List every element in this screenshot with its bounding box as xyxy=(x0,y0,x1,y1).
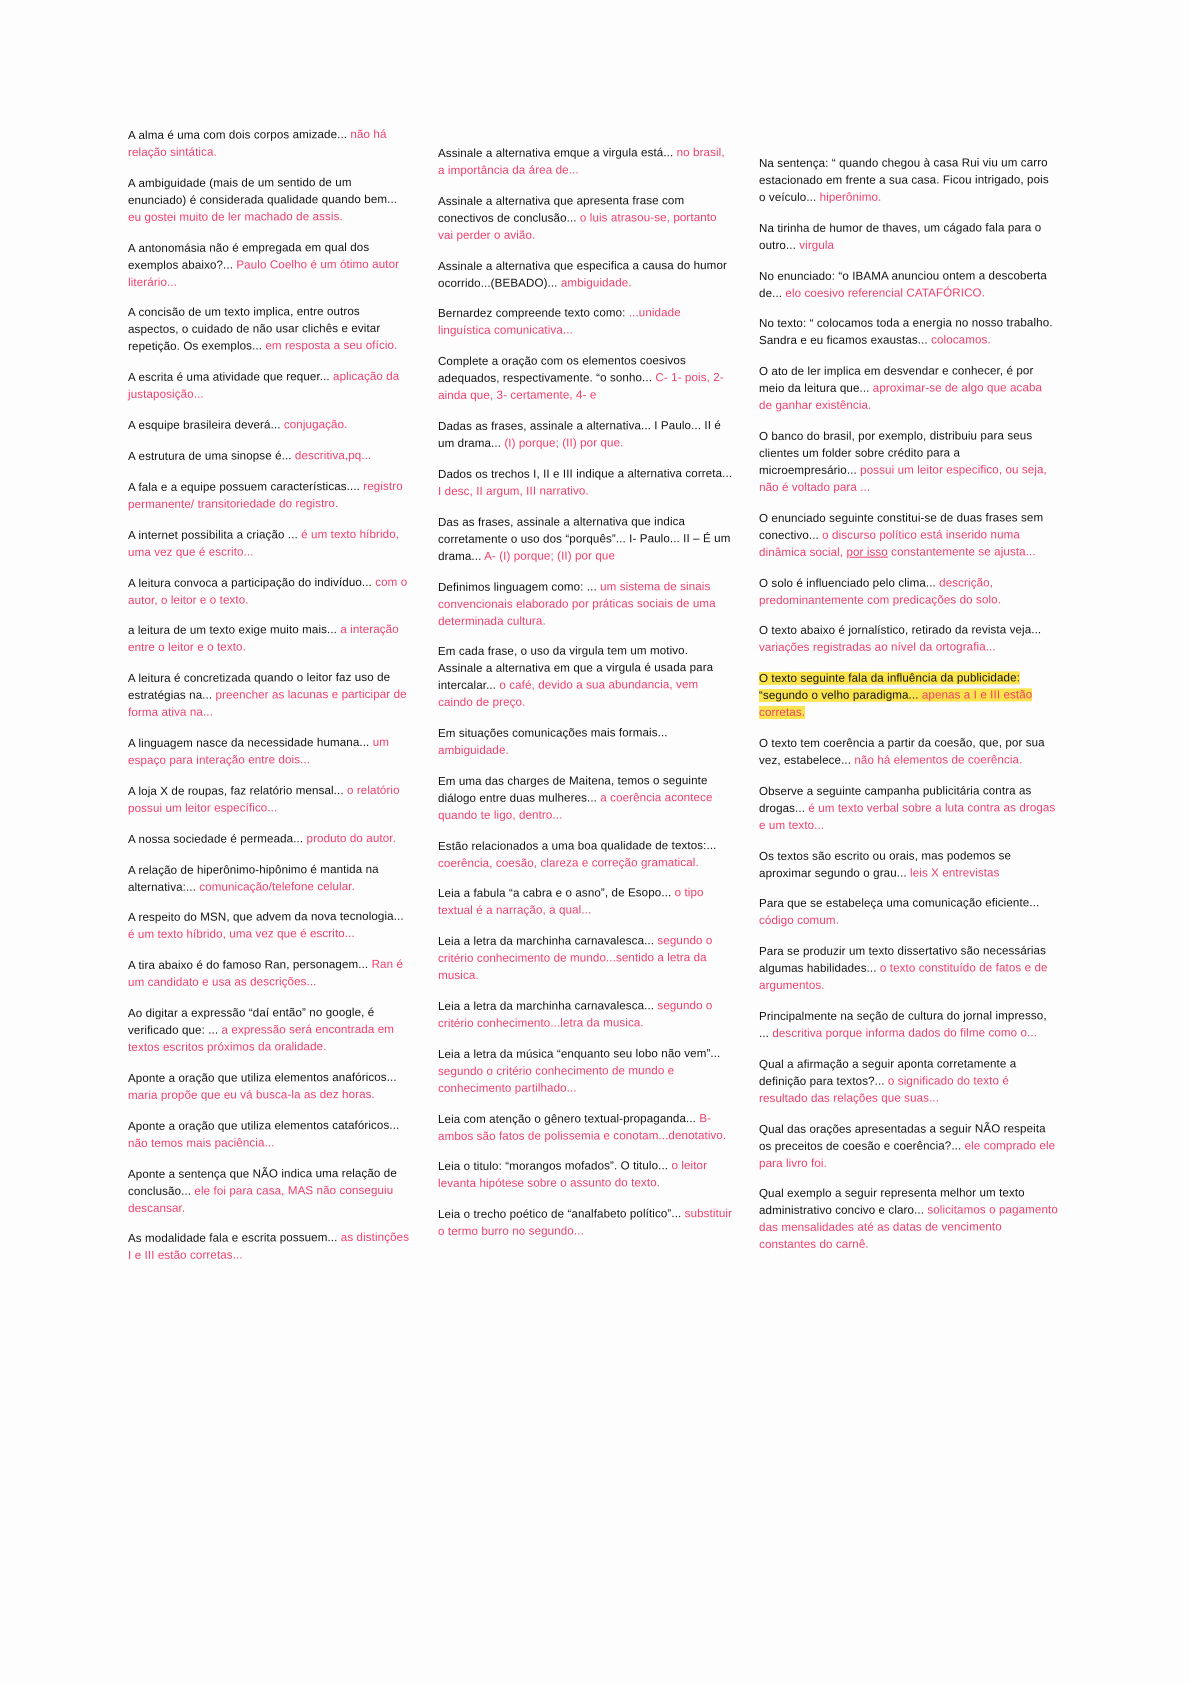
note-answer: solicitamos o pagamento das mensalidades até as datas de vencimento constantes do carnê. xyxy=(758,1203,1058,1252)
note-entry xyxy=(438,466,732,501)
note-entry xyxy=(438,145,732,180)
note-question: Ao digitar a expressão “daí então” no google, é verificado que: ... xyxy=(127,1006,375,1038)
note-entry xyxy=(438,193,732,245)
note-question: O solo é influenciado pelo clima... xyxy=(758,576,939,590)
note-answer: aplicação da justaposição... xyxy=(128,369,400,402)
note-answer: segundo o critério conhecimento de mundo e conhecimento partilhado... xyxy=(438,1063,675,1095)
note-answer: as distinções I e III estão corretas... xyxy=(128,1231,410,1263)
note-question: Os textos são escrito ou orais, mas podemos se aproximar segundo o grau... xyxy=(758,848,1011,880)
note-question: Leia com atenção o gênero textual-propaganda... xyxy=(438,1111,700,1126)
note-entry xyxy=(759,1056,1058,1108)
note-answer: colocamos. xyxy=(930,333,991,347)
note-answer: o significado do texto é resultado das relações que suas... xyxy=(758,1074,1009,1105)
note-question: Principalmente na seção de cultura do jornal impresso, ... xyxy=(758,1009,1047,1040)
note-question: Qual a afirmação a seguir aponta corretamente a definição para textos?... xyxy=(758,1057,1017,1088)
note-answer: ...unidade linguística comunicativa... xyxy=(438,306,682,338)
note-question: O texto abaixo é jornalístico, retirado da revista veja... xyxy=(758,623,1042,638)
note-question: A leitura convoca a participação do indivíduo... xyxy=(127,575,376,590)
note-question: A fala e a equipe possuem características.... xyxy=(127,479,364,494)
note-question: Dados os trechos I, II e III indique a alternativa correta... xyxy=(438,466,733,481)
note-entry xyxy=(759,848,1058,883)
note-question: Leia a fabula “a cabra e o asno”, de Esopo... xyxy=(438,886,676,901)
note-question: Na tirinha de humor de thaves, um cágado fala para o outro... xyxy=(758,221,1042,252)
note-answer: ambiguidade. xyxy=(561,275,633,290)
note-answer: em resposta a seu ofício. xyxy=(265,339,398,353)
note-answer: o relatório possui um leitor específico... xyxy=(128,783,400,815)
note-answer: comunicação/telefone celular. xyxy=(199,879,355,894)
note-entry xyxy=(438,1158,732,1193)
note-entry xyxy=(438,418,732,453)
note-answer: ele comprado ele para livro foi. xyxy=(758,1138,1055,1170)
note-answer: o tipo textual é a narração, a qual... xyxy=(438,886,705,918)
note-entry xyxy=(438,353,732,405)
note-answer: o texto constituído de fatos e de argumentos. xyxy=(758,961,1048,993)
note-answer: A- (I) porque; (II) por que xyxy=(484,548,616,563)
note-question: Assinale a alternativa que apresenta frase com conectivos de conclusão... xyxy=(438,193,685,225)
note-entry xyxy=(438,1111,732,1146)
note-question: Bernardez compreende texto como: xyxy=(438,306,630,321)
note-answer: elo coesivo referencial CATAFÓRICO. xyxy=(785,285,985,300)
note-entry xyxy=(438,305,732,340)
note-answer: o discurso político está inserido numa dinâmica social, por isso constantemente se ajusta... xyxy=(758,527,1036,559)
note-question: O texto seguinte fala da influência da publicidade: “segundo o velho paradigma... xyxy=(758,671,1020,703)
note-answer: (I) porque; (II) por que. xyxy=(504,436,624,450)
note-question: A loja X de roupas, faz relatório mensal... xyxy=(127,783,347,798)
note-entry xyxy=(128,1005,413,1057)
note-answer: coerência, coesão, clareza e correção gramatical. xyxy=(438,855,700,870)
note-entry xyxy=(128,369,413,404)
note-entry xyxy=(128,526,413,561)
note-entry xyxy=(759,220,1058,255)
note-entry xyxy=(438,514,732,566)
note-question: Estão relacionados a uma boa qualidade de textos:... xyxy=(438,838,717,853)
note-question: Assinale a alternativa que especifica a causa do humor ocorrido...(BEBADO)... xyxy=(438,258,728,290)
note-entry xyxy=(128,479,413,514)
note-entry xyxy=(128,127,413,162)
note-answer: Paulo Coelho é um ótimo autor literário... xyxy=(128,257,400,289)
note-answer: ele foi para casa, MAS não conseguiu descansar. xyxy=(128,1183,394,1215)
note-question: No enunciado: “o IBAMA anunciou ontem a descoberta de... xyxy=(758,268,1047,300)
note-entry xyxy=(128,304,413,356)
note-answer: com o autor, o leitor e o texto. xyxy=(128,575,408,607)
note-entry xyxy=(759,943,1058,995)
note-answer: produto do autor. xyxy=(306,831,396,845)
note-question: Para que se estabeleça uma comunicação eficiente... xyxy=(758,896,1040,911)
note-question: a leitura de um texto exige muito mais... xyxy=(127,623,341,638)
note-question: Complete a oração com os elementos coesivos adequados, respectivamente. “o sonho... xyxy=(438,354,687,386)
note-entry xyxy=(759,896,1058,931)
note-answer: código comum. xyxy=(758,914,839,928)
note-question: Observe a seguinte campanha publicitária contra as drogas... xyxy=(758,784,1032,815)
note-answer: C- 1- pois, 2- ainda que, 3- certamente, 4- e xyxy=(438,371,725,403)
note-answer: virgula xyxy=(799,238,834,252)
note-question: A leitura é concretizada quando o leitor faz uso de estratégias na... xyxy=(127,671,391,703)
note-question: As modalidade fala e escrita possuem... xyxy=(127,1231,341,1246)
note-answer: descrição, predominantemente com predicações do solo. xyxy=(758,575,1001,607)
note-entry xyxy=(438,258,732,293)
note-entry xyxy=(128,239,413,291)
note-answer: segundo o critério conhecimento...letra da musica. xyxy=(438,999,713,1030)
note-answer: não há relação sintática. xyxy=(128,127,387,159)
note-entry xyxy=(128,783,413,818)
note-question: Em uma das charges de Maitena, temos o seguinte diálogo entre duas mulheres... xyxy=(438,773,709,805)
note-entry xyxy=(128,1165,413,1217)
note-entry xyxy=(128,909,413,944)
note-question: A respeito do MSN, que advem da nova tecnologia... xyxy=(127,910,404,925)
note-question: Leia a letra da marchinha carnavalesca... xyxy=(438,934,658,949)
note-question: Leia o trecho poético de “analfabeto político”... xyxy=(438,1207,686,1222)
note-answer: a expressão será encontrada em textos escritos próximos da oralidade. xyxy=(128,1022,395,1054)
note-question: Leia a letra da marchinha carnavalesca... xyxy=(438,999,658,1014)
note-answer: eu gostei muito de ler machado de assis. xyxy=(128,209,343,224)
note-answer: o leitor levanta hipótese sobre o assunto do texto. xyxy=(438,1159,708,1191)
note-answer: o café, devido a sua abundancia, vem caindo de preço. xyxy=(438,678,699,710)
note-question: Para se produzir um texto dissertativo são necessárias algumas habilidades... xyxy=(758,944,1046,976)
note-answer: leis X entrevistas xyxy=(909,865,1000,880)
note-answer: é um texto verbal sobre a luta contra as drogas e um texto... xyxy=(758,800,1056,832)
note-answer: preencher as lacunas e participar de forma ativa na... xyxy=(128,687,407,720)
note-entry xyxy=(759,783,1058,835)
note-entry xyxy=(128,1070,413,1105)
note-question: A antonomásia não é empregada em qual dos exemplos abaixo?... xyxy=(127,240,370,272)
note-entry xyxy=(128,574,413,609)
notes-column-2 xyxy=(438,128,732,1255)
note-answer: o luis atrasou-se, portanto vai perder o avião. xyxy=(438,210,718,242)
note-entry xyxy=(759,428,1058,496)
note-entry xyxy=(759,510,1058,562)
note-answer: registro permanente/ transitoriedade do registro. xyxy=(128,479,403,511)
note-answer-underlined: por isso xyxy=(846,545,888,559)
note-entry xyxy=(128,735,413,770)
note-entry xyxy=(128,175,413,227)
note-entry xyxy=(438,643,733,712)
note-answer: Ran é um candidato e usa as descrições... xyxy=(128,958,404,990)
note-answer: I desc, II argum, III narrativo. xyxy=(438,484,590,498)
note-question: A escrita é uma atividade que requer... xyxy=(127,370,334,385)
note-question: No texto: “ colocamos toda a energia no nosso trabalho. Sandra e eu ficamos exaustas... xyxy=(758,316,1053,348)
note-entry xyxy=(759,623,1058,658)
note-entry xyxy=(438,885,732,920)
note-entry xyxy=(759,316,1058,351)
note-answer: não há elementos de coerência. xyxy=(854,753,1023,767)
note-question: A concisão de um texto implica, entre outros aspectos, o cuidado de não usar clichês e evitar repetição. Os exemplos... xyxy=(127,305,381,354)
note-question: Das as frases, assinale a alternativa que indica corretamente o uso dos “porquês”... I- Paulo... II – É um drama... xyxy=(438,514,731,563)
note-entry xyxy=(759,735,1058,770)
note-answer: substituir o termo burro no segundo... xyxy=(438,1207,733,1239)
note-entry xyxy=(438,998,732,1033)
note-entry xyxy=(128,670,413,722)
note-question: A alma é uma com dois corpos amizade... xyxy=(127,128,351,143)
note-question: Em situações comunicações mais formais... xyxy=(438,726,669,740)
note-question: O ato de ler implica em desvendar e conhecer, é por meio da leitura que... xyxy=(758,364,1034,396)
note-entry xyxy=(438,773,732,825)
note-question: Em cada frase, o uso da virgula tem um motivo. Assinale a alternativa em que a virgula é usada para intercalar... xyxy=(438,644,714,693)
note-entry xyxy=(759,670,1058,722)
note-answer: um sistema de sinais convencionais elaborado por práticas sociais de uma determinada cultura. xyxy=(438,579,717,628)
note-question: Aponte a sentença que NÃO indica uma relação de conclusão... xyxy=(127,1166,397,1198)
note-answer: variações registradas ao nível da ortografia... xyxy=(758,640,996,655)
note-question: A ambiguidade (mais de um sentido de um enunciado) é considerada qualidade quando bem... xyxy=(127,175,398,207)
note-question: Dadas as frases, assinale a alternativa... I Paulo... II é um drama... xyxy=(438,419,722,450)
note-answer: descritiva porque informa dados do filme como o... xyxy=(772,1026,1037,1040)
note-entry xyxy=(438,1206,732,1241)
note-entry xyxy=(128,417,413,435)
note-question: O texto tem coerência a partir da coesão, que, por sua vez, estabelece... xyxy=(758,736,1045,767)
note-question: Aponte a oração que utiliza elementos catafóricos... xyxy=(127,1118,400,1133)
note-question: Leia a letra da música “enquanto seu lobo não vem”... xyxy=(438,1046,721,1061)
note-answer: um espaço para interação entre dois... xyxy=(128,735,390,767)
note-entry xyxy=(438,578,732,630)
note-question: A relação de hiperônimo-hipônimo é mantida na alternativa:... xyxy=(127,862,379,894)
notes-column-1 xyxy=(128,128,412,1279)
note-entry xyxy=(438,933,732,985)
note-entry xyxy=(128,830,413,848)
note-entry xyxy=(759,575,1058,610)
note-answer: é um texto híbrido, uma vez que é escrito... xyxy=(128,927,355,942)
note-answer: a coerência acontece quando te ligo, dentro... xyxy=(438,790,714,822)
note-answer: no brasil, a importância da área de... xyxy=(438,145,726,177)
note-entry xyxy=(759,155,1058,207)
notes-columns xyxy=(128,128,1058,1279)
note-question: O banco do brasil, por exemplo, distribuiu para seus clientes um folder sobre crédito para a microempresário... xyxy=(758,429,1033,477)
note-question: Qual exemplo a seguir representa melhor um texto administrativo concivo e claro... xyxy=(758,1186,1025,1218)
note-answer: apenas a I e III estão corretas. xyxy=(758,688,1033,720)
note-entry xyxy=(128,1230,413,1265)
note-question: A esquipe brasileira deverá... xyxy=(127,418,284,432)
note-entry xyxy=(128,1117,413,1152)
note-question: O enunciado seguinte constitui-se de duas frases sem conectivo... xyxy=(758,511,1044,542)
note-question: Definimos linguagem como: ... xyxy=(438,579,601,594)
note-answer: segundo o critério conhecimento de mundo...sentido a letra da musica. xyxy=(438,934,713,983)
note-answer: ambiguidade. xyxy=(438,743,510,757)
note-question: A estrutura de uma sinopse é... xyxy=(127,449,295,463)
note-question: A nossa sociedade é permeada... xyxy=(127,831,307,846)
note-entry xyxy=(759,364,1058,416)
note-entry xyxy=(438,725,732,760)
note-entry xyxy=(438,1046,732,1098)
note-answer: possui um leitor especifico, ou seja, não é voltado para ... xyxy=(758,463,1047,494)
note-answer: conjugação. xyxy=(283,418,348,432)
note-entry xyxy=(759,1121,1058,1173)
notes-column-3 xyxy=(759,128,1058,1268)
note-question: A internet possibilita a criação ... xyxy=(127,527,302,542)
note-question: A linguagem nasce da necessidade humana... xyxy=(127,735,373,750)
note-answer: é um texto híbrido, uma vez que é escrito... xyxy=(128,527,400,559)
note-answer: a interação entre o leitor e o texto. xyxy=(128,623,399,655)
note-question: Leia o titulo: “morangos mofados”. O titulo... xyxy=(438,1159,672,1174)
note-entry xyxy=(438,838,732,873)
note-answer: B-ambos são fatos de polissemia e conotam...denotativo. xyxy=(438,1111,727,1143)
note-question: A tira abaixo é do famoso Ran, personagem... xyxy=(127,958,372,973)
note-entry xyxy=(759,268,1058,303)
note-answer: maria propõe que eu vá busca-la as dez horas. xyxy=(128,1087,375,1102)
note-question: Assinale a alternativa emque a virgula está... xyxy=(438,146,678,161)
note-entry xyxy=(759,1008,1058,1043)
note-answer: hiperônimo. xyxy=(819,190,882,204)
note-entry xyxy=(759,1186,1058,1254)
note-entry xyxy=(128,861,413,896)
note-answer: aproximar-se de algo que acaba de ganhar existência. xyxy=(758,381,1042,413)
note-question: Qual das orações apresentadas a seguir NÃO respeita os preceitos de coesão e coerência?... xyxy=(758,1121,1046,1153)
note-question: Aponte a oração que utiliza elementos anafóricos... xyxy=(127,1070,397,1085)
note-question: Na sentença: “ quando chegou à casa Rui viu um carro estacionado em frente a sua casa. Ficou intrigado, pois o veículo... xyxy=(758,156,1049,204)
note-entry xyxy=(128,448,413,466)
note-entry xyxy=(128,957,413,992)
note-entry xyxy=(128,622,413,657)
note-answer: descritiva,pq... xyxy=(294,448,372,463)
note-answer: não temos mais paciência... xyxy=(128,1136,275,1150)
